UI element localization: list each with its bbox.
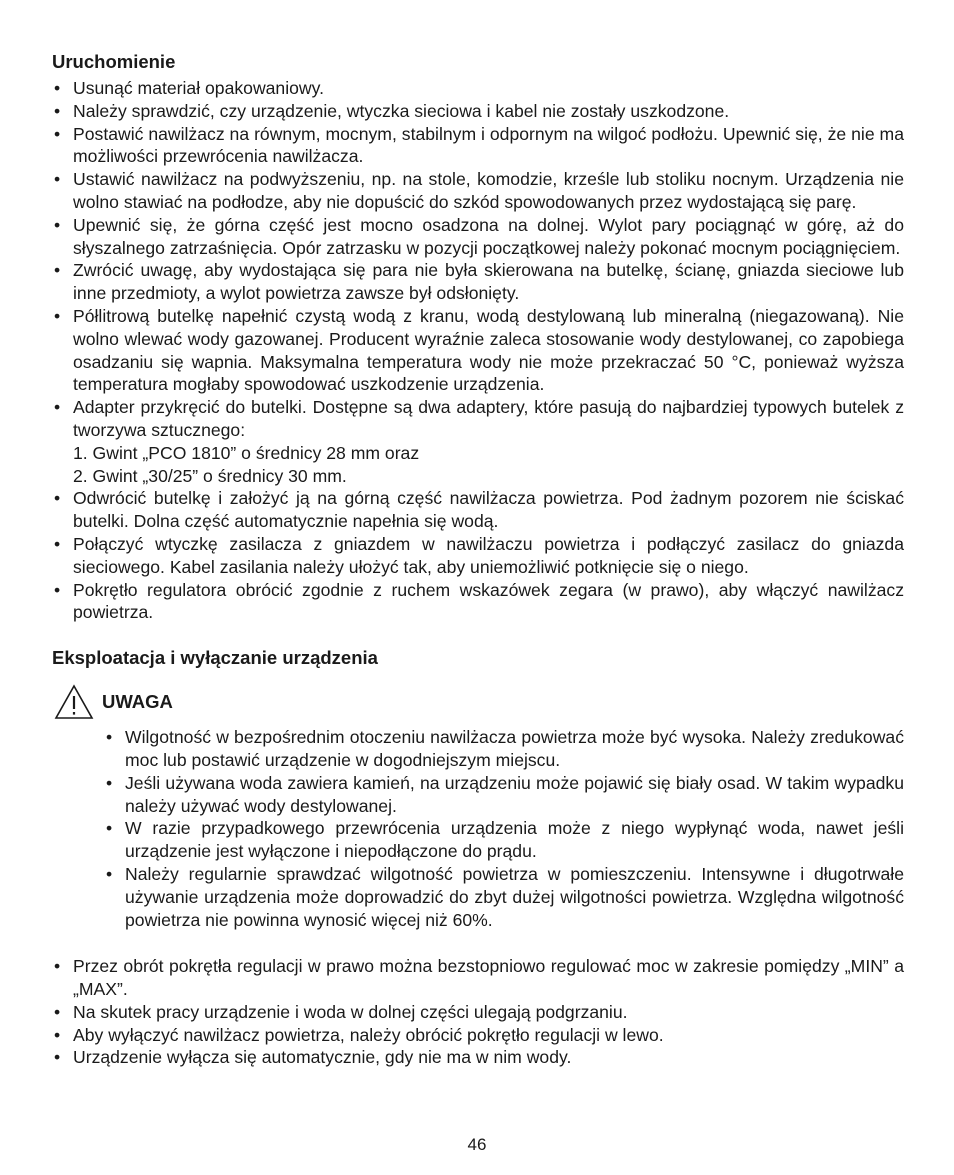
adapter-text: Adapter przykręcić do butelki. Dostępne są dwa adaptery, które pasują do najbardziej typowych butelek z tworzywa sztucznego: bbox=[73, 397, 904, 440]
list-item: • Przez obrót pokrętła regulacji w prawo można bezstopniowo regulować moc w zakresie pomiędzy „MIN” a „MAX”. bbox=[52, 955, 904, 1001]
list-item: • Postawić nawilżacz na równym, mocnym, stabilnym i odpornym na wilgoć podłożu. Upewnić się, że nie ma możliwości przewrócenia nawilżacza. bbox=[52, 123, 904, 169]
list-item: • Aby wyłączyć nawilżacz powietrza, należy obrócić pokrętło regulacji w lewo. bbox=[52, 1024, 904, 1047]
warning-item: • Należy regularnie sprawdzać wilgotność powietrza w pomieszczeniu. Intensywne i długotrwałe używanie urządzenia może doprowadzić do zbyt dużej wilgotności powietrza. Względna wilgotność powietrza nie powinna wynosić więcej niż 60%. bbox=[104, 863, 904, 931]
list-item: • Zwrócić uwagę, aby wydostająca się para nie była skierowana na butelkę, ścianę, gniazda sieciowe lub inne przedmioty, a wylot powietrza zawsze był odsłonięty. bbox=[52, 259, 904, 305]
warning-triangle-icon bbox=[54, 684, 94, 720]
adapter-option-1: 1. Gwint „PCO 1810” o średnicy 28 mm oraz bbox=[73, 442, 420, 463]
warning-item: • Jeśli używana woda zawiera kamień, na urządzeniu może pojawić się biały osad. W takim wypadku należy używać wody destylowanej. bbox=[104, 772, 904, 818]
warning-header bbox=[52, 682, 904, 722]
document-page bbox=[52, 50, 904, 1069]
list-item: • Odwrócić butelkę i założyć ją na górną część nawilżacza powietrza. Pod żadnym pozorem nie ściskać butelki. Dolna część automatycznie napełnia się wodą. bbox=[52, 487, 904, 533]
list-item: • Na skutek pracy urządzenie i woda w dolnej części ulegają podgrzaniu. bbox=[52, 1001, 904, 1024]
warning-list bbox=[104, 726, 904, 931]
list-item: • Półlitrową butelkę napełnić czystą wodą z kranu, wodą destylowaną lub mineralną (niegazowaną). Nie wolno wlewać wody gazowanej. Producent wyraźnie zaleca stosowanie wody destylowanej, co zapobiega osadzaniu się wapnia. Maksymalna temperatura wody nie może przekraczać 50 °C, ponieważ wyższa temperatura mogłaby spowodować uszkodzenie urządzenia. bbox=[52, 305, 904, 396]
list-item-adapter bbox=[52, 396, 904, 487]
list-item: • Ustawić nawilżacz na podwyższeniu, np. na stole, komodzie, krześle lub stoliku nocnym. Urządzenia nie wolno stawiać na podłodze, aby nie dopuścić do szkód spowodowanych przez wydostającą się parę. bbox=[52, 168, 904, 214]
list-item: • Upewnić się, że górna część jest mocno osadzona na dolnej. Wylot pary pociągnąć w górę, aż do słyszalnego zatrzaśnięcia. Opór zatrzasku w pozycji początkowej należy pokonać mocnym pociągnięciem. bbox=[52, 214, 904, 260]
section-heading-eksploatacja: Eksploatacja i wyłączanie urządzenia bbox=[52, 647, 378, 669]
list-item: • Pokrętło regulatora obrócić zgodnie z ruchem wskazówek zegara (w prawo), aby włączyć nawilżacz powietrza. bbox=[52, 579, 904, 625]
list-item: • Należy sprawdzić, czy urządzenie, wtyczka sieciowa i kabel nie zostały uszkodzone. bbox=[52, 100, 904, 123]
operation-list bbox=[52, 955, 904, 1069]
section-heading-uruchomienie: Uruchomienie bbox=[52, 51, 176, 72]
list-item: • Urządzenie wyłącza się automatycznie, gdy nie ma w nim wody. bbox=[52, 1046, 904, 1069]
list-item: • Usunąć materiał opakowaniowy. bbox=[52, 77, 904, 100]
adapter-option-2: 2. Gwint „30/25” o średnicy 30 mm. bbox=[73, 465, 347, 486]
startup-list bbox=[52, 77, 904, 624]
list-item: • Połączyć wtyczkę zasilacza z gniazdem w nawilżaczu powietrza i podłączyć zasilacz do gniazda sieciowego. Kabel zasilania należy ułożyć tak, aby uniemożliwić potknięcie się o niego. bbox=[52, 533, 904, 579]
warning-item: • W razie przypadkowego przewrócenia urządzenia może z niego wypłynąć woda, nawet jeśli urządzenie jest wyłączone i niepodłączone do prądu. bbox=[104, 817, 904, 863]
page-number: 46 bbox=[467, 1135, 487, 1154]
warning-title: UWAGA bbox=[102, 690, 173, 712]
warning-item: • Wilgotność w bezpośrednim otoczeniu nawilżacza powietrza może być wysoka. Należy zredukować moc lub postawić urządzenie w dogodniejszym miejscu. bbox=[104, 726, 904, 772]
